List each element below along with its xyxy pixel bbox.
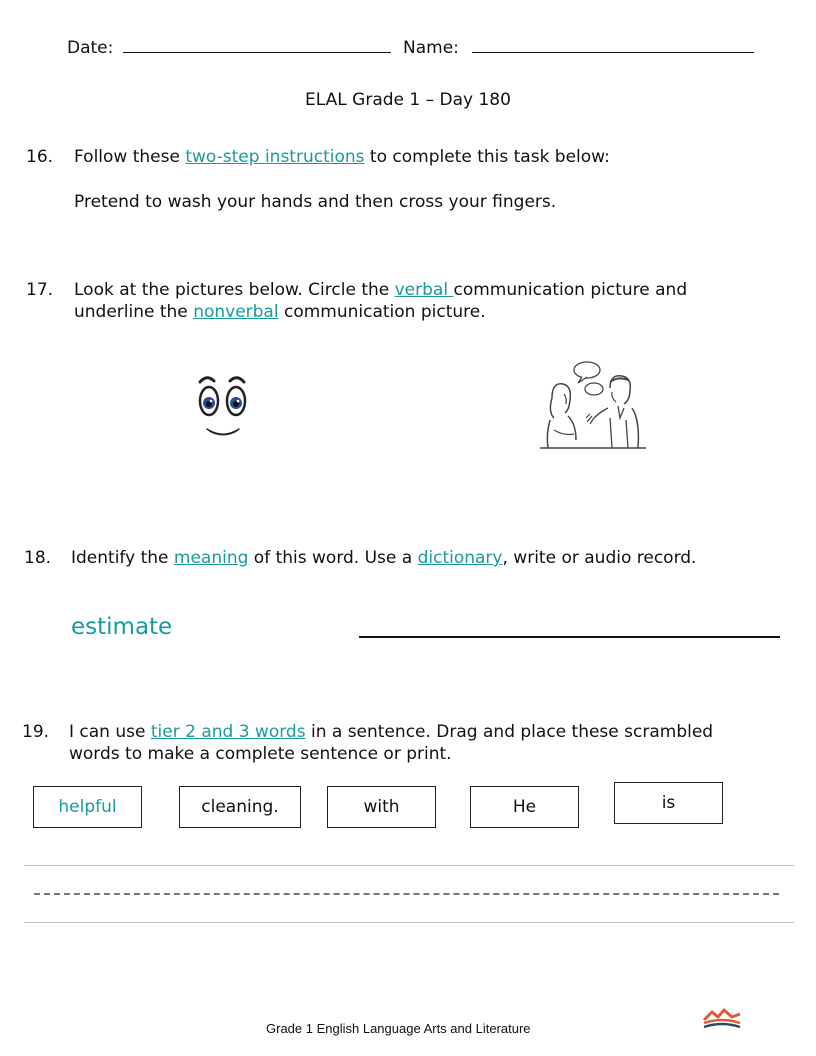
question-18-prompt <box>71 548 696 568</box>
conversation-icon[interactable] <box>538 358 650 452</box>
name-label: Name: <box>403 38 459 58</box>
question-19-prompt-line1 <box>69 722 713 742</box>
question-17-prompt-line2 <box>74 302 486 322</box>
word-tile-with[interactable]: with <box>327 786 436 828</box>
left-eyebrow <box>200 378 214 382</box>
q16-text-after: to complete this task below: <box>364 147 610 167</box>
q17-line1-after: communication picture and <box>453 280 688 300</box>
face-icon[interactable] <box>190 370 256 442</box>
name-field[interactable] <box>472 34 754 53</box>
question-number-19: 19. <box>22 722 50 742</box>
question-16-prompt <box>74 147 610 167</box>
date-line <box>67 34 391 58</box>
writing-line-midline <box>34 893 779 895</box>
date-field[interactable] <box>123 34 391 53</box>
word-tile-cleaning[interactable]: cleaning. <box>179 786 301 828</box>
vocabulary-word: estimate <box>71 614 173 640</box>
word-tile-he[interactable]: He <box>470 786 579 828</box>
meaning-link[interactable]: meaning <box>173 548 249 568</box>
q16-text-before: Follow these <box>74 147 186 167</box>
q19-line1-before: I can use <box>69 722 151 742</box>
q18-text-mid: of this word. Use a <box>248 548 418 568</box>
question-number-18: 18. <box>24 548 52 568</box>
q18-text-after: , write or audio record. <box>502 548 697 568</box>
mouth <box>210 431 236 435</box>
footer-text: Grade 1 English Language Arts and Literature <box>266 1021 531 1036</box>
tier-words-link[interactable]: tier 2 and 3 words <box>150 722 306 742</box>
meaning-answer-line[interactable] <box>359 636 780 638</box>
q17-line2-before: underline the <box>74 302 194 322</box>
page-title: ELAL Grade 1 – Day 180 <box>305 90 511 110</box>
q19-line1-after: in a sentence. Drag and place these scrambled <box>305 722 714 742</box>
q17-line2-after: communication picture. <box>278 302 486 322</box>
writing-line-top[interactable] <box>24 865 794 866</box>
verbal-link[interactable]: verbal <box>394 280 454 300</box>
book-logo-icon <box>702 1008 742 1032</box>
word-tile-helpful[interactable]: helpful <box>33 786 142 828</box>
right-eyebrow <box>230 378 244 382</box>
dictionary-link[interactable]: dictionary <box>417 548 503 568</box>
name-line <box>403 34 754 58</box>
writing-line-bottom <box>24 922 794 923</box>
question-16-task: Pretend to wash your hands and then cross your fingers. <box>74 192 557 212</box>
date-label: Date: <box>67 38 114 58</box>
word-tile-is[interactable]: is <box>614 782 723 824</box>
question-19-prompt-line2: words to make a complete sentence or print. <box>69 744 452 764</box>
two-step-instructions-link[interactable]: two-step instructions <box>185 147 365 167</box>
nonverbal-link[interactable]: nonverbal <box>193 302 279 322</box>
question-17-prompt-line1 <box>74 280 687 300</box>
question-number-16: 16. <box>26 147 54 167</box>
q18-text-before: Identify the <box>71 548 174 568</box>
q17-line1-before: Look at the pictures below. Circle the <box>74 280 395 300</box>
question-number-17: 17. <box>26 280 54 300</box>
